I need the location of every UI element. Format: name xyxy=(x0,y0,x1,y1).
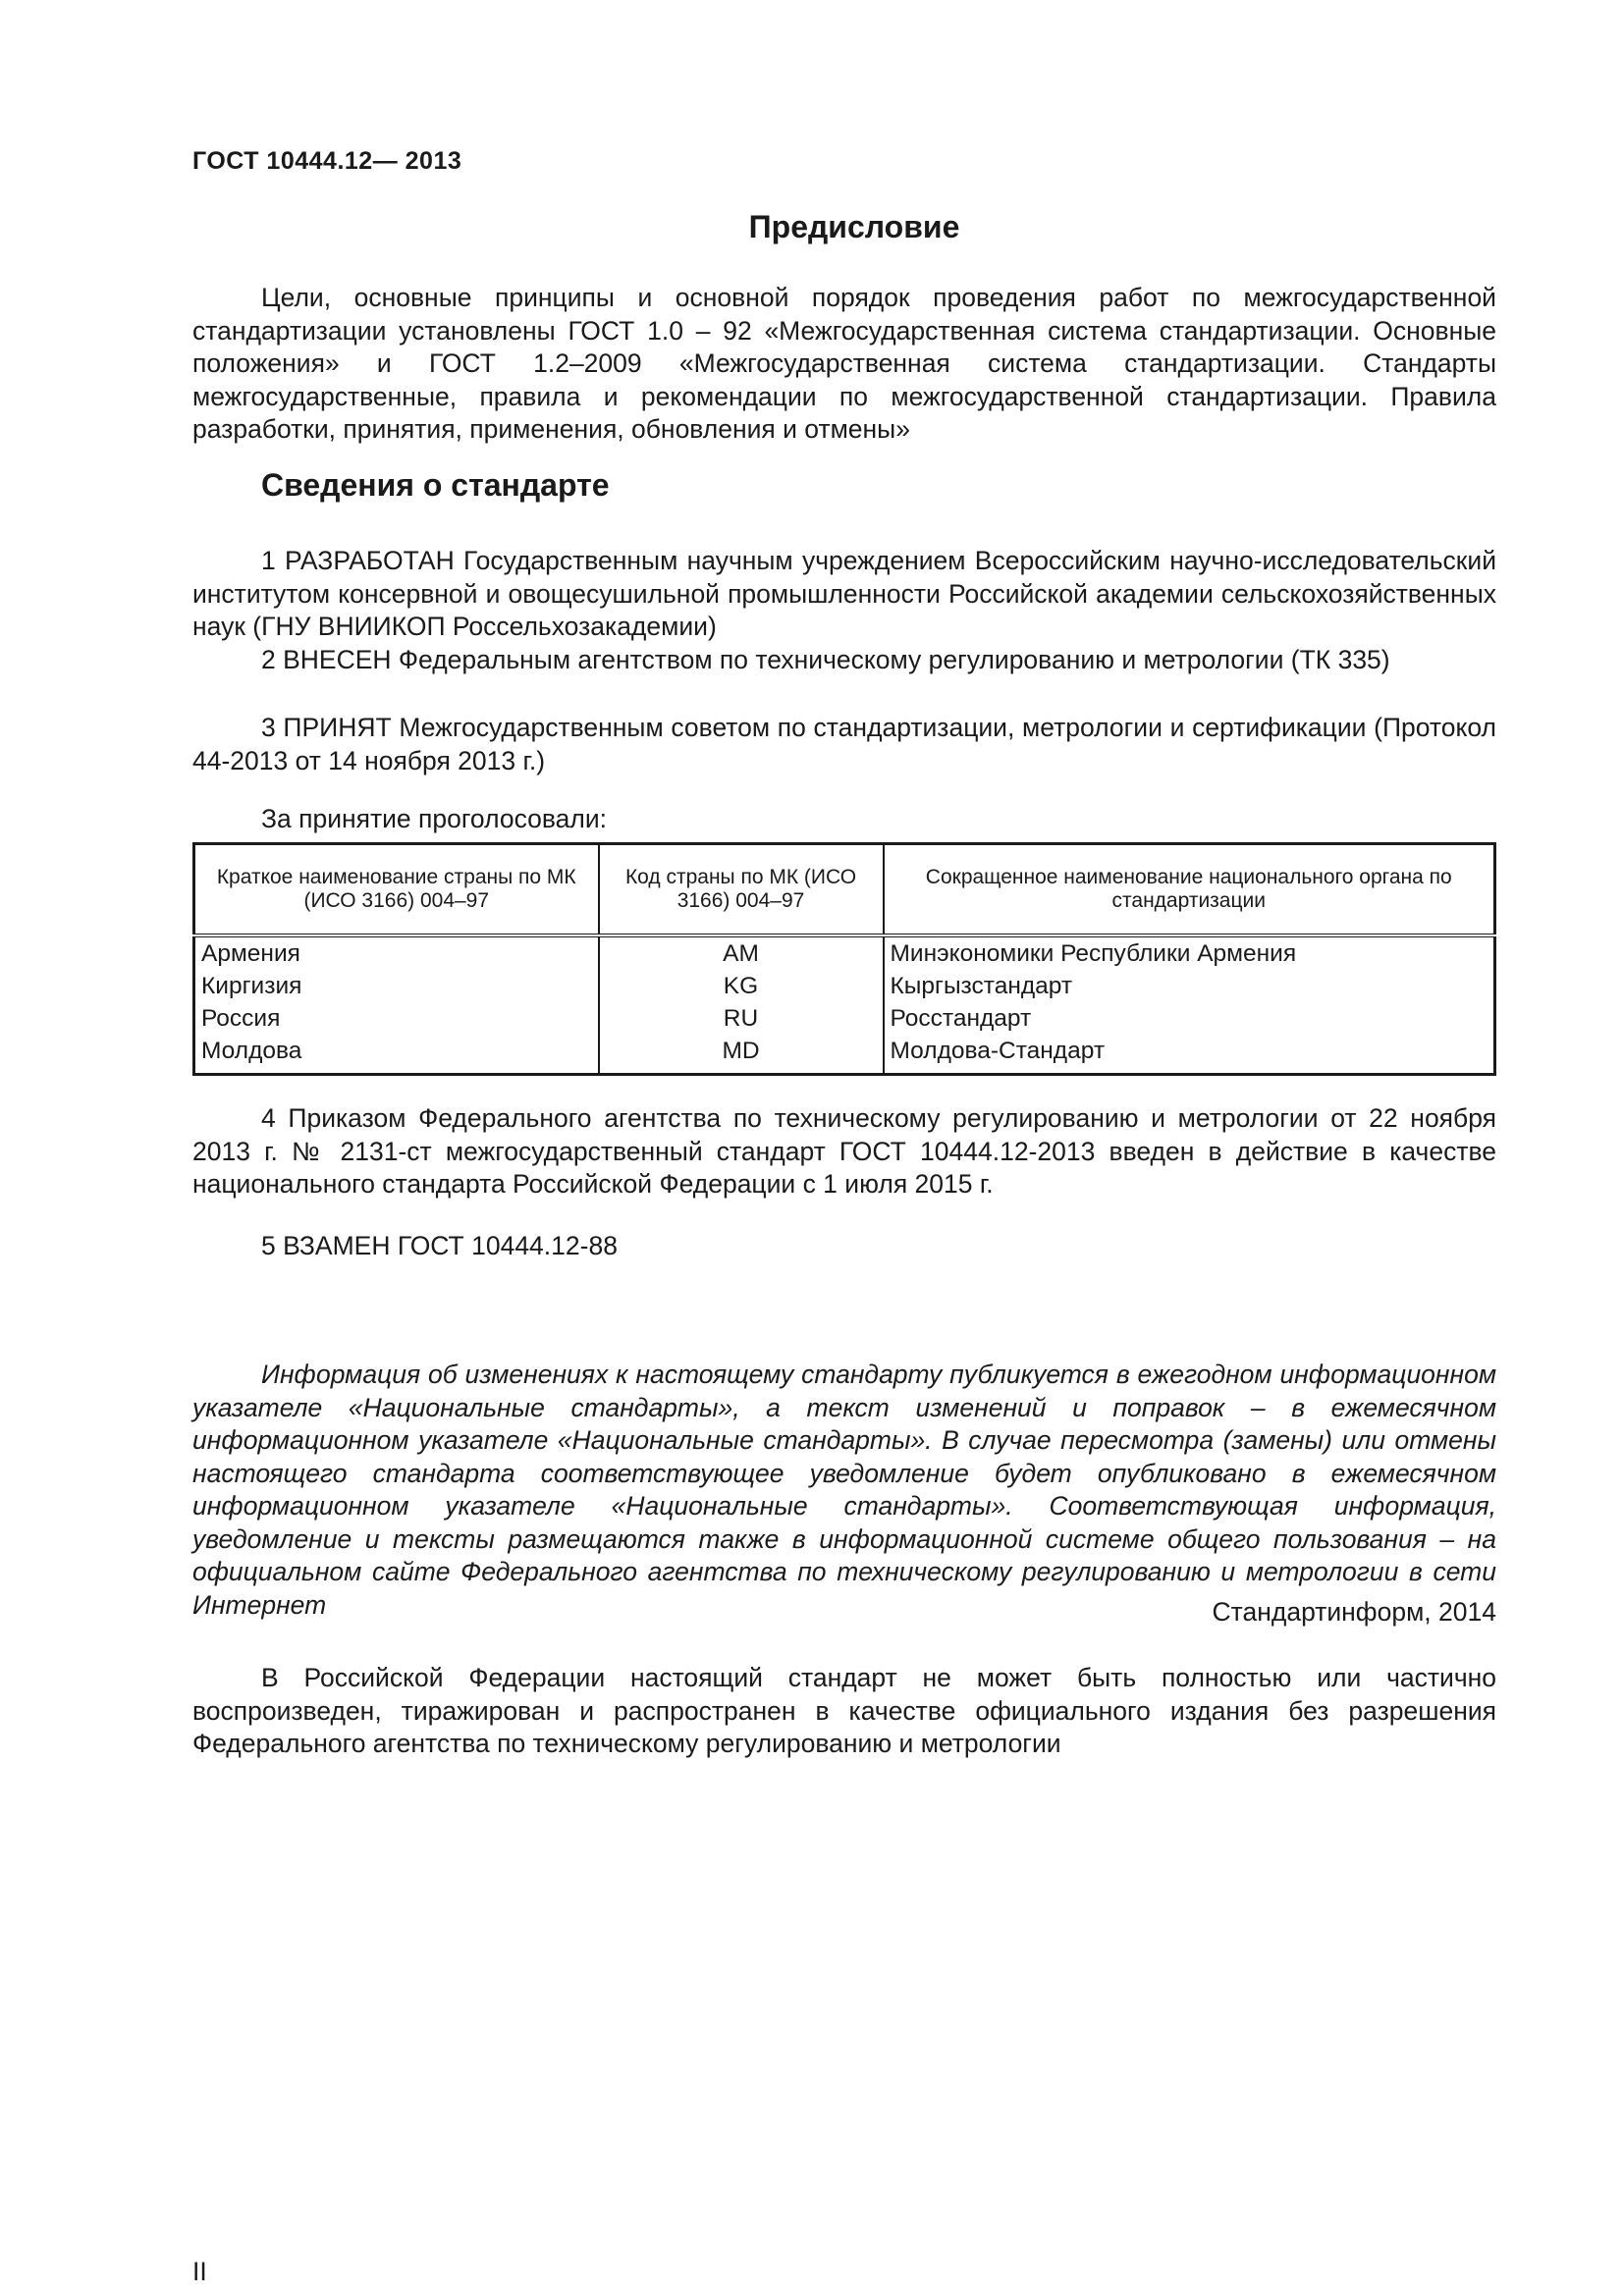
info-item-4 xyxy=(192,1102,1496,1201)
voting-table xyxy=(192,842,1496,1076)
table-row xyxy=(194,1002,1495,1035)
body-cell: Минэкономики Республики Армения xyxy=(884,935,1495,970)
info-item-1-text: 1 РАЗРАБОТАН Государственным научным учреждением Всероссийским научно-исследовательский институтом консервной и овощесушильной промышленности Российской академии сельскохозяйственных наук (ГНУ ВНИИКОП Россельхозакадемии) xyxy=(192,546,1496,641)
changes-notice xyxy=(192,1359,1496,1622)
table-row xyxy=(194,970,1495,1002)
preface-title: Предисловие xyxy=(748,209,960,244)
code-cell: KG xyxy=(599,970,884,1002)
info-item-3 xyxy=(192,712,1496,777)
country-cell: Россия xyxy=(194,1002,599,1035)
changes-notice-text: Информация об изменениях к настоящему стандарту публикуется в ежегодном информационном указателе «Национальные стандарты», а текст изменений и поправок – в ежемесячном информационном указателе «Национальные стандарты». В случае пересмотра (замены) или отмены настоящего стандарта соответствующее уведомление будет опубликовано в ежемесячном информационном указателе «Национальные стандарты». Соответствующая информация, уведомление и тексты размещаются также в информационной системе общего пользования – на официальном сайте Федерального агентства по техническому регулированию и метрологии в сети Интернет xyxy=(192,1360,1496,1620)
info-item-3-text: 3 ПРИНЯТ Межгосударственным советом по стандартизации, метрологии и сертификации (Протокол 44-2013 от 14 ноября 2013 г.) xyxy=(192,713,1496,775)
info-item-4-text: 4 Приказом Федерального агентства по техническому регулированию и метрологии от 22 ноября 2013 г. № 2131-ст межгосударственный стандарт ГОСТ 10444.12-2013 введен в действие в качестве национального стандарта Российской Федерации с 1 июля 2015 г. xyxy=(192,1103,1496,1199)
info-item-5-text: 5 ВЗАМЕН ГОСТ 10444.12-88 xyxy=(261,1231,618,1260)
preface-text-content: Цели, основные принципы и основной порядок проведения работ по межгосударственной стандартизации установлены ГОСТ 1.0 – 92 «Межгосударственная система стандартизации. Основные положения» и ГОСТ 1.2–2009 «Межгосударственная система стандартизации. Стандарты межгосударственные, правила и рекомендации по межгосударственной стандартизации. Правила разработки, принятия, применения, обновления и отмены» xyxy=(192,283,1496,444)
info-item-2-text: 2 ВНЕСЕН Федеральным агентством по техническому регулированию и метрологии (ТК 335) xyxy=(261,645,1390,674)
country-cell: Молдова xyxy=(194,1035,599,1075)
document-header: ГОСТ 10444.12— 2013 xyxy=(192,147,462,175)
preface-text xyxy=(192,282,1496,447)
country-cell: Армения xyxy=(194,935,599,970)
info-item-1 xyxy=(192,545,1496,644)
body-cell: Молдова-Стандарт xyxy=(884,1035,1495,1075)
info-title: Сведения о стандарте xyxy=(261,467,610,503)
vote-intro xyxy=(192,803,1496,836)
code-cell: AM xyxy=(599,935,884,970)
body-cell: Кыргызстандарт xyxy=(884,970,1495,1002)
copyright-notice-text: В Российской Федерации настоящий стандарт не может быть полностью или частично воспроизведен, тиражирован и распространен в качестве официального издания без разрешения Федерального агентства по техническому регулированию и метрологии xyxy=(192,1663,1496,1758)
info-item-2 xyxy=(192,644,1496,677)
table-row xyxy=(194,935,1495,970)
publisher-line: Стандартинформ, 2014 xyxy=(1212,1597,1496,1627)
copyright-notice xyxy=(192,1662,1496,1761)
table-row xyxy=(194,1035,1495,1075)
header-country-name: Краткое наименование страны по МК (ИСО 3166) 004–97 xyxy=(194,844,599,936)
header-country-code: Код страны по МК (ИСО 3166) 004–97 xyxy=(599,844,884,936)
code-cell: RU xyxy=(599,1002,884,1035)
body-cell: Росстандарт xyxy=(884,1002,1495,1035)
code-cell: MD xyxy=(599,1035,884,1075)
vote-intro-text: За принятие проголосовали: xyxy=(261,804,608,833)
header-standards-body: Сокращенное наименование национального органа по стандартизации xyxy=(884,844,1495,936)
info-item-5 xyxy=(192,1230,1496,1263)
table-header-row xyxy=(194,844,1495,936)
page-number: II xyxy=(192,2257,207,2286)
country-cell: Киргизия xyxy=(194,970,599,1002)
